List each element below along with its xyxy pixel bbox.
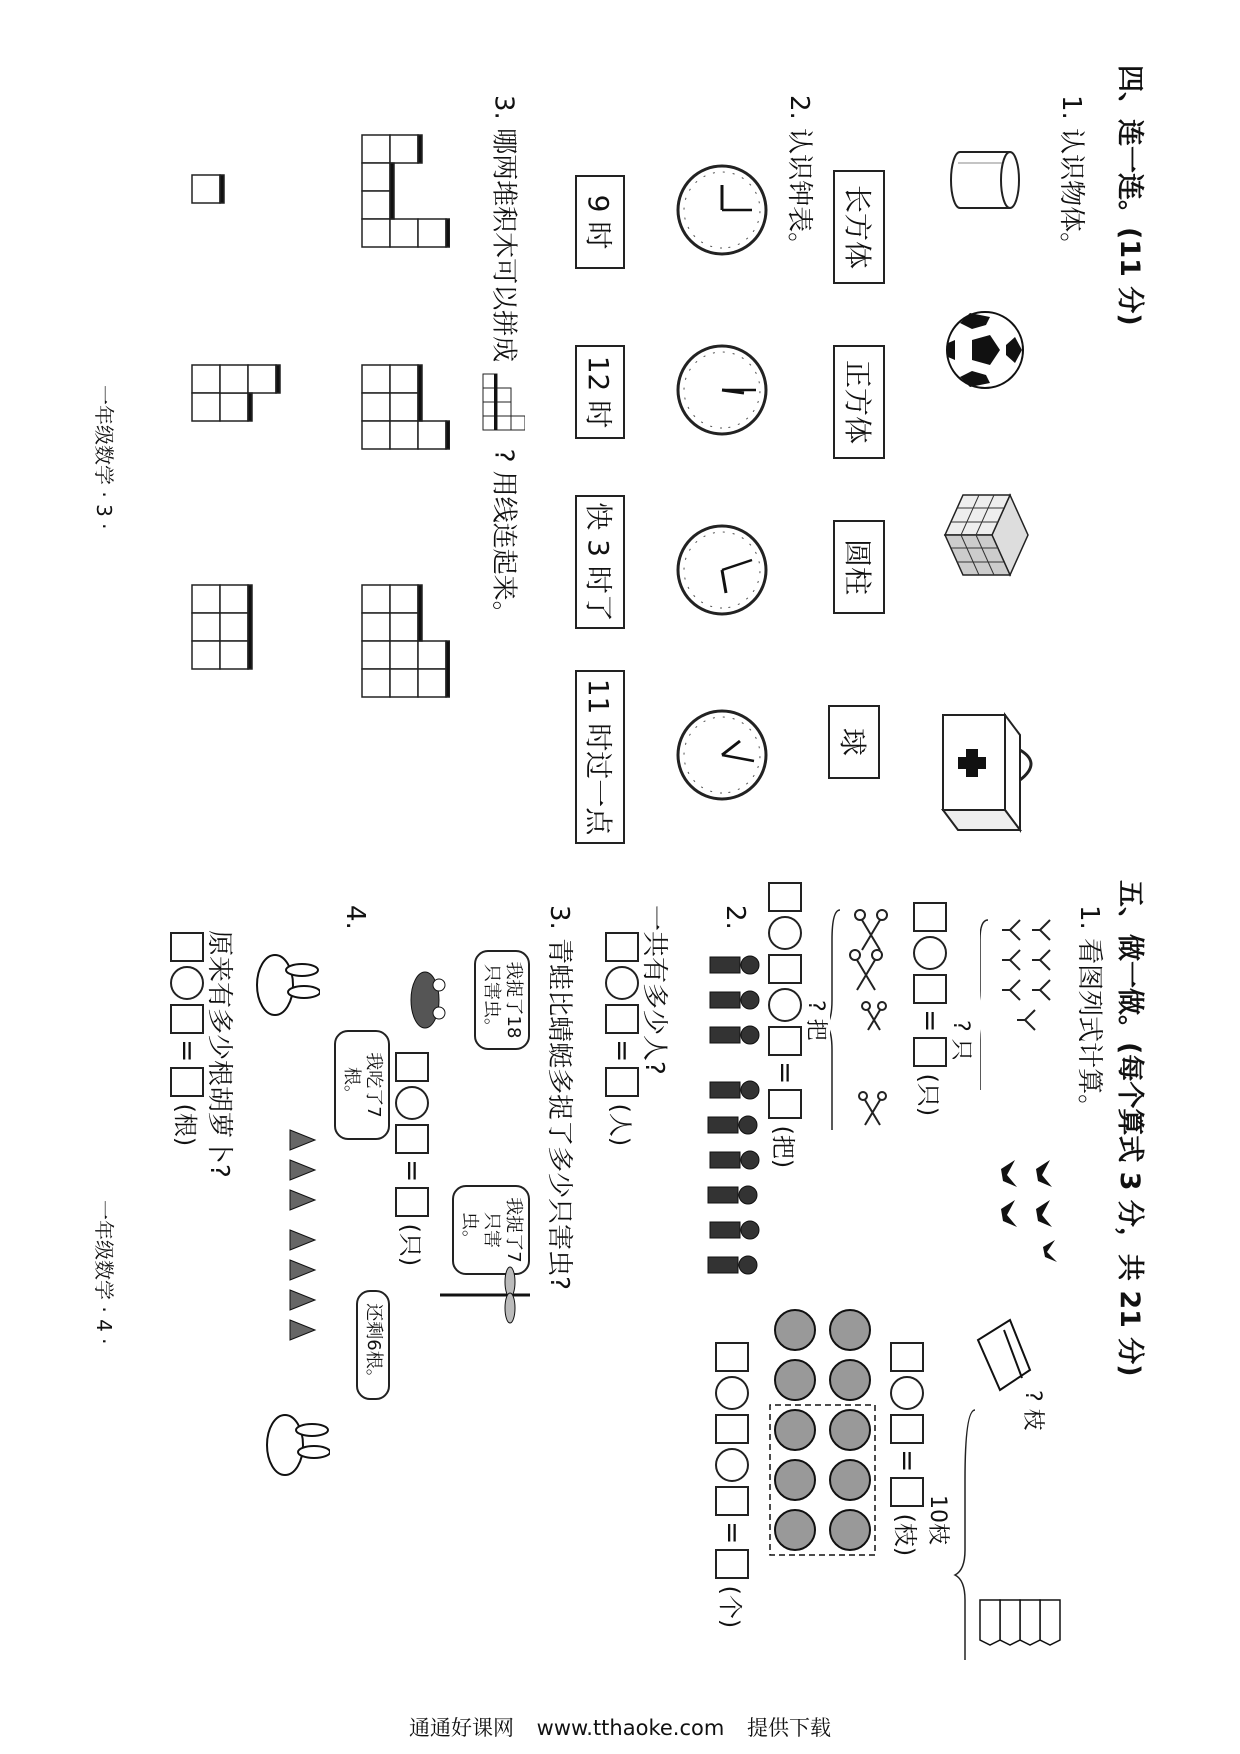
pencils-picture (950, 1300, 1070, 1670)
q3-formula: =(只) (395, 1050, 430, 1266)
operator-circle[interactable] (606, 966, 640, 1000)
rabbit-icon (260, 1390, 330, 1500)
first-aid-kit-icon (943, 715, 1031, 830)
cylinder-box-icon (951, 152, 1019, 208)
answer-box[interactable] (716, 1414, 750, 1444)
q2-question: 一共有多少人? (639, 905, 669, 1075)
answer-box[interactable] (891, 1414, 925, 1444)
balls-picture (760, 1300, 880, 1670)
pencil-bundle-icon (980, 1600, 1060, 1645)
q1a-unknown: ? 枝 (1020, 1390, 1045, 1431)
answer-box[interactable] (606, 1004, 640, 1034)
answer-box[interactable] (171, 932, 205, 962)
footer-url[interactable]: www.tthaoke.com (536, 1716, 725, 1740)
section-5 (60, 870, 1180, 1685)
q2-title: 2. 认识钟表。 (784, 95, 814, 259)
q1c-formula: =(只) (913, 900, 948, 1116)
carrot-icon (290, 1130, 315, 1340)
carrots-picture (260, 1120, 330, 1370)
footer-suffix: 提供下载 (747, 1716, 831, 1740)
answer-box[interactable] (171, 1004, 205, 1034)
answer-box[interactable] (914, 1037, 948, 1067)
q2-formula: =(人) (605, 930, 640, 1146)
clock-icon-almost-3 (678, 526, 766, 614)
answer-box[interactable] (716, 1549, 750, 1579)
q1d-unit: (把) (769, 1125, 797, 1169)
shape-label-cuboid[interactable]: 长方体 (833, 170, 885, 284)
answer-box[interactable] (606, 932, 640, 962)
time-label-past-11[interactable]: 11 时过一点 (575, 670, 625, 844)
operator-circle[interactable] (769, 916, 803, 950)
frog-icon (405, 955, 455, 1045)
operator-circle[interactable] (891, 1376, 925, 1410)
rabbit1-speech-bubble: 我吃了7根。 (334, 1030, 390, 1140)
s5-q4-num: 4. (340, 905, 370, 930)
answer-box[interactable] (769, 882, 803, 912)
block-pile-bottom-2 (192, 365, 280, 421)
block-pile-bottom-3 (192, 585, 252, 669)
q3-title-text: 3. 哪两堆积木可以拼成 (488, 95, 519, 363)
q1c-unit: (只) (914, 1073, 942, 1117)
q3-unit: (只) (396, 1223, 424, 1267)
section-4-title: 四、连一连。(11 分) (1114, 65, 1145, 326)
shape-label-cube[interactable]: 正方体 (833, 345, 885, 459)
operator-circle[interactable] (716, 1448, 750, 1482)
q1a-unit: (枝) (891, 1513, 919, 1557)
download-footer (0, 1712, 1240, 1742)
answer-box[interactable] (396, 1052, 430, 1082)
q1a-formula: =(枝) (890, 1340, 925, 1556)
s5-q1-title: 1. 看图列式计算。 (1074, 905, 1104, 1121)
answer-box[interactable] (171, 1067, 205, 1097)
pencil-box-icon (978, 1320, 1030, 1390)
time-label-9[interactable]: 9 时 (575, 175, 625, 269)
q3-title (481, 95, 525, 627)
section-4 (60, 55, 1180, 870)
answer-box[interactable] (716, 1342, 750, 1372)
q1d-formula: =(把) (768, 880, 803, 1168)
block-pile-top-3 (362, 585, 450, 697)
q2-unit: (人) (606, 1103, 634, 1147)
answer-box[interactable] (769, 1026, 803, 1056)
rubiks-cube-icon (945, 495, 1028, 575)
answer-box[interactable] (769, 1089, 803, 1119)
q1a-total: 10枝 (925, 1495, 950, 1545)
shape-label-sphere[interactable]: 球 (828, 705, 880, 779)
q1c-question: ? 只 (948, 1020, 973, 1061)
answer-box[interactable] (716, 1486, 750, 1516)
q3-title-suffix: ? 用线连起来。 (488, 448, 519, 627)
answer-box[interactable] (769, 954, 803, 984)
page-4-footer: 一年级数学 · 4 · (92, 1200, 116, 1345)
rabbit2-speech-bubble: 还剩6根。 (356, 1290, 390, 1400)
q1-title: 1. 认识物体。 (1056, 95, 1086, 259)
ball-icon (775, 1310, 870, 1550)
footer-site-name: 通通好课网 (408, 1716, 514, 1740)
answer-box[interactable] (606, 1067, 640, 1097)
operator-circle[interactable] (914, 936, 948, 970)
answer-box[interactable] (914, 902, 948, 932)
clock-icon-9 (678, 166, 766, 254)
scissors-picture (830, 900, 900, 1220)
children-picture (680, 940, 770, 1340)
s5-q2-num: 2. (720, 905, 750, 930)
clock-icon-12 (678, 346, 766, 434)
birds-picture (980, 900, 1070, 1270)
scan-area (60, 55, 1180, 1685)
rotated-sheet (60, 55, 1180, 1685)
section-5-title: 五、做一做。(每个算式 3 分，共 21 分) (1114, 880, 1145, 1377)
dragonfly-speech-bubble: 我捉了7只害虫。 (452, 1185, 530, 1275)
operator-circle[interactable] (396, 1086, 430, 1120)
time-label-almost-3[interactable]: 快 3 时了 (575, 495, 625, 629)
block-pile-top-1 (362, 135, 450, 247)
bird-icon (1002, 920, 1050, 1030)
q1b-formula: =(个) (715, 1340, 750, 1628)
operator-circle[interactable] (171, 966, 205, 1000)
answer-box[interactable] (396, 1124, 430, 1154)
flying-bird-icon (1001, 1160, 1057, 1262)
operator-circle[interactable] (769, 988, 803, 1022)
block-piles (150, 115, 450, 875)
dragonfly-icon (430, 1260, 540, 1330)
shape-label-cylinder[interactable]: 圆柱 (833, 520, 885, 614)
q1b-unit: (个) (716, 1585, 744, 1629)
objects-row (920, 115, 1050, 895)
page-3-footer: 一年级数学 · 3 · (92, 385, 116, 530)
answer-box[interactable] (891, 1342, 925, 1372)
q4-formula: =(根) (170, 930, 205, 1146)
clock-icon-past-11 (678, 711, 766, 799)
answer-box[interactable] (891, 1477, 925, 1507)
q4-unit: (根) (171, 1103, 199, 1147)
q1d-question: ? 把 (803, 1000, 828, 1041)
time-label-12[interactable]: 12 时 (575, 345, 625, 439)
s5-q3-title: 3. 青蛙比蜻蜓多捉了多少只害虫? (544, 905, 574, 1290)
scissors-icon (850, 910, 887, 1125)
rabbit-icon (250, 930, 320, 1040)
block-pile-bottom-1 (192, 175, 224, 203)
frog-speech-bubble: 我捉了18只害虫。 (474, 950, 530, 1050)
soccer-ball-icon (947, 312, 1023, 388)
answer-box[interactable] (914, 974, 948, 1004)
answer-box[interactable] (396, 1187, 430, 1217)
child-figure-icon (708, 956, 759, 1274)
clocks-row (660, 135, 780, 855)
operator-circle[interactable] (716, 1376, 750, 1410)
q4-question: 原来有多少根胡萝卜? (204, 930, 234, 1178)
target-blocks-icon (481, 370, 525, 440)
block-pile-top-2 (362, 365, 450, 449)
